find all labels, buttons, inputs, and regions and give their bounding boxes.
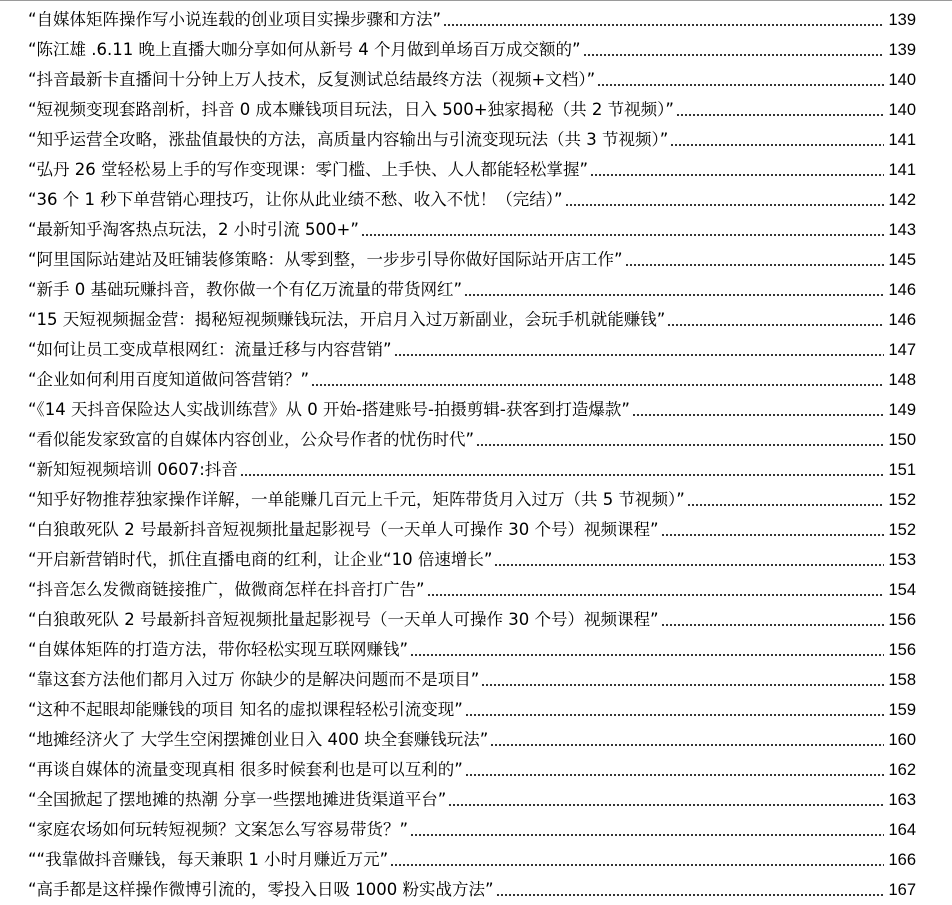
toc-entry-title: “自媒体矩阵操作写小说连载的创业项目实操步骤和方法” (28, 10, 442, 29)
toc-entry-title: “企业如何利用百度知道做问答营销？” (28, 370, 310, 389)
toc-dot-leader (670, 144, 884, 146)
toc-dot-leader (625, 264, 884, 266)
toc-entry-page-number: 158 (888, 671, 916, 689)
toc-dot-leader (464, 294, 884, 296)
toc-entry-page-number: 150 (888, 431, 916, 449)
toc-entry-page-number: 139 (888, 11, 916, 29)
toc-entry-title: “开启新营销时代，抓住直播电商的红利，让企业“10 倍速增长” (28, 550, 493, 569)
toc-dot-leader (240, 474, 884, 476)
toc-entry-title: “自媒体矩阵的打造方法，带你轻松实现互联网赚钱” (28, 640, 409, 659)
toc-entry-title: ““我靠做抖音赚钱，每天兼职 1 小时月赚近万元” (28, 850, 389, 869)
toc-entry-page-number: 156 (888, 611, 916, 629)
toc-entry-page-number: 141 (888, 131, 916, 149)
toc-entry-page-number: 152 (888, 521, 916, 539)
toc-entry[interactable] (0, 185, 952, 215)
toc-entry-page-number: 149 (888, 401, 916, 419)
toc-entry[interactable] (0, 785, 952, 815)
toc-dot-leader (390, 864, 884, 866)
toc-entry[interactable] (0, 335, 952, 365)
toc-entry[interactable] (0, 725, 952, 755)
toc-entry[interactable] (0, 215, 952, 245)
toc-entry-title: “短视频变现套路剖析，抖音 0 成本赚钱项目玩法，日入 500+独家揭秘（共 2 节视频）” (28, 100, 674, 119)
toc-entry-title: “新知短视频培训 0607:抖音 (28, 460, 238, 479)
toc-dot-leader (311, 384, 884, 386)
toc-entry-page-number: 163 (888, 791, 916, 809)
toc-entry-title: “知乎运营全攻略，涨盐值最快的方法，高质量内容输出与引流变现玩法（共 3 节视频）” (28, 130, 669, 149)
toc-dot-leader (427, 594, 884, 596)
toc-entry-title: “阿里国际站建站及旺铺装修策略：从零到整，一步步引导你做好国际站开店工作” (28, 250, 623, 269)
toc-dot-leader (496, 894, 884, 896)
toc-dot-leader (590, 174, 884, 176)
toc-entry-title: “这种不起眼却能赚钱的项目 知名的虚拟课程轻松引流变现” (28, 700, 463, 719)
toc-entry-page-number: 166 (888, 851, 916, 869)
toc-entry[interactable] (0, 695, 952, 725)
toc-entry[interactable] (0, 365, 952, 395)
toc-list (0, 1, 952, 905)
toc-dot-leader (661, 624, 884, 626)
toc-entry[interactable] (0, 5, 952, 35)
toc-entry[interactable] (0, 455, 952, 485)
toc-entry-title: “地摊经济火了 大学生空闲摆摊创业日入 400 块全套赚钱玩法” (28, 730, 489, 749)
toc-entry-page-number: 143 (888, 221, 916, 239)
toc-entry-title: “全国掀起了摆地摊的热潮 分享一些摆地摊进货渠道平台” (28, 790, 447, 809)
toc-dot-leader (661, 534, 884, 536)
toc-entry-page-number: 159 (888, 701, 916, 719)
toc-entry-title: “白狼敢死队 2 号最新抖音短视频批量起影视号（一天单人可操作 30 个号）视频课程” (28, 520, 659, 539)
toc-entry-title: “弘丹 26 堂轻松易上手的写作变现课：零门槛、上手快、人人都能轻松掌握” (28, 160, 589, 179)
toc-entry-page-number: 140 (888, 101, 916, 119)
toc-entry-page-number: 162 (888, 761, 916, 779)
toc-dot-leader (490, 744, 884, 746)
toc-entry-title: “《14 天抖音保险达人实战训练营》从 0 开始-搭建账号-拍摄剪辑-获客到打造爆款” (28, 400, 630, 419)
toc-entry[interactable] (0, 815, 952, 845)
toc-dot-leader (667, 324, 884, 326)
toc-dot-leader (443, 24, 884, 26)
toc-entry[interactable] (0, 635, 952, 665)
toc-entry[interactable] (0, 155, 952, 185)
toc-entry[interactable] (0, 875, 952, 905)
toc-entry-title: “家庭农场如何玩转短视频？文案怎么写容易带货？” (28, 820, 409, 839)
toc-entry-page-number: 167 (888, 881, 916, 899)
toc-entry-page-number: 153 (888, 551, 916, 569)
toc-entry-title: “如何让员工变成草根网红：流量迁移与内容营销” (28, 340, 392, 359)
toc-entry-page-number: 156 (888, 641, 916, 659)
toc-entry-title: “知乎好物推荐独家操作详解，一单能赚几百元上千元，矩阵带货月入过万（共 5 节视频）” (28, 490, 685, 509)
toc-dot-leader (410, 654, 884, 656)
toc-entry-page-number: 164 (888, 821, 916, 839)
toc-entry-page-number: 148 (888, 371, 916, 389)
toc-entry-title: “再谈自媒体的流量变现真相 很多时候套利也是可以互利的” (28, 760, 463, 779)
toc-entry[interactable] (0, 605, 952, 635)
toc-entry-title: “抖音最新卡直播间十分钟上万人技术，反复测试总结最终方法（视频+文档）” (28, 70, 596, 89)
toc-entry-page-number: 152 (888, 491, 916, 509)
toc-entry-title: “看似能发家致富的自媒体内容创业，公众号作者的忧伤时代” (28, 430, 475, 449)
toc-entry-title: “最新知乎淘客热点玩法，2 小时引流 500+” (28, 220, 359, 239)
toc-dot-leader (597, 84, 884, 86)
toc-dot-leader (448, 804, 884, 806)
toc-entry-title: “靠这套方法他们都月入过万 你缺少的是解决问题而不是项目” (28, 670, 480, 689)
toc-entry-page-number: 142 (888, 191, 916, 209)
toc-entry[interactable] (0, 65, 952, 95)
toc-entry[interactable] (0, 845, 952, 875)
toc-dot-leader (476, 444, 884, 446)
toc-entry-title: “36 个 1 秒下单营销心理技巧，让你从此业绩不愁、收入不忧！（完结）” (28, 190, 563, 209)
toc-entry[interactable] (0, 125, 952, 155)
toc-entry[interactable] (0, 575, 952, 605)
toc-entry[interactable] (0, 545, 952, 575)
toc-entry-title: “新手 0 基础玩赚抖音，教你做一个有亿万流量的带货网红” (28, 280, 463, 299)
toc-entry[interactable] (0, 95, 952, 125)
toc-entry-page-number: 140 (888, 71, 916, 89)
toc-entry-title: “陈江雄 .6.11 晚上直播大咖分享如何从新号 4 个月做到单场百万成交额的” (28, 40, 581, 59)
toc-entry[interactable] (0, 485, 952, 515)
toc-dot-leader (361, 234, 884, 236)
toc-dot-leader (583, 54, 884, 56)
toc-dot-leader (687, 504, 884, 506)
toc-entry[interactable] (0, 245, 952, 275)
toc-entry[interactable] (0, 755, 952, 785)
toc-entry-title: “15 天短视频掘金营：揭秘短视频赚钱玩法，开启月入过万新副业，会玩手机就能赚钱” (28, 310, 666, 329)
toc-dot-leader (410, 834, 884, 836)
toc-dot-leader (481, 684, 884, 686)
toc-entry-page-number: 147 (888, 341, 916, 359)
toc-entry-page-number: 154 (888, 581, 916, 599)
toc-dot-leader (394, 354, 884, 356)
toc-dot-leader (632, 414, 884, 416)
toc-dot-leader (676, 114, 884, 116)
toc-entry-page-number: 146 (888, 281, 916, 299)
toc-entry[interactable] (0, 35, 952, 65)
toc-entry-page-number: 141 (888, 161, 916, 179)
toc-entry-page-number: 146 (888, 311, 916, 329)
toc-entry[interactable] (0, 305, 952, 335)
toc-entry-page-number: 145 (888, 251, 916, 269)
toc-entry[interactable] (0, 395, 952, 425)
toc-dot-leader (494, 564, 884, 566)
toc-entry[interactable] (0, 515, 952, 545)
toc-dot-leader (465, 714, 884, 716)
toc-entry-title: “抖音怎么发微商链接推广，做微商怎样在抖音打广告” (28, 580, 425, 599)
toc-entry-page-number: 160 (888, 731, 916, 749)
toc-dot-leader (465, 774, 884, 776)
toc-entry-title: “高手都是这样操作微博引流的，零投入日吸 1000 粉实战方法” (28, 880, 494, 899)
toc-dot-leader (565, 204, 884, 206)
toc-entry[interactable] (0, 665, 952, 695)
toc-entry[interactable] (0, 425, 952, 455)
toc-entry-page-number: 151 (888, 461, 916, 479)
toc-entry-title: “白狼敢死队 2 号最新抖音短视频批量起影视号（一天单人可操作 30 个号）视频课程” (28, 610, 659, 629)
toc-entry-page-number: 139 (888, 41, 916, 59)
toc-entry[interactable] (0, 275, 952, 305)
